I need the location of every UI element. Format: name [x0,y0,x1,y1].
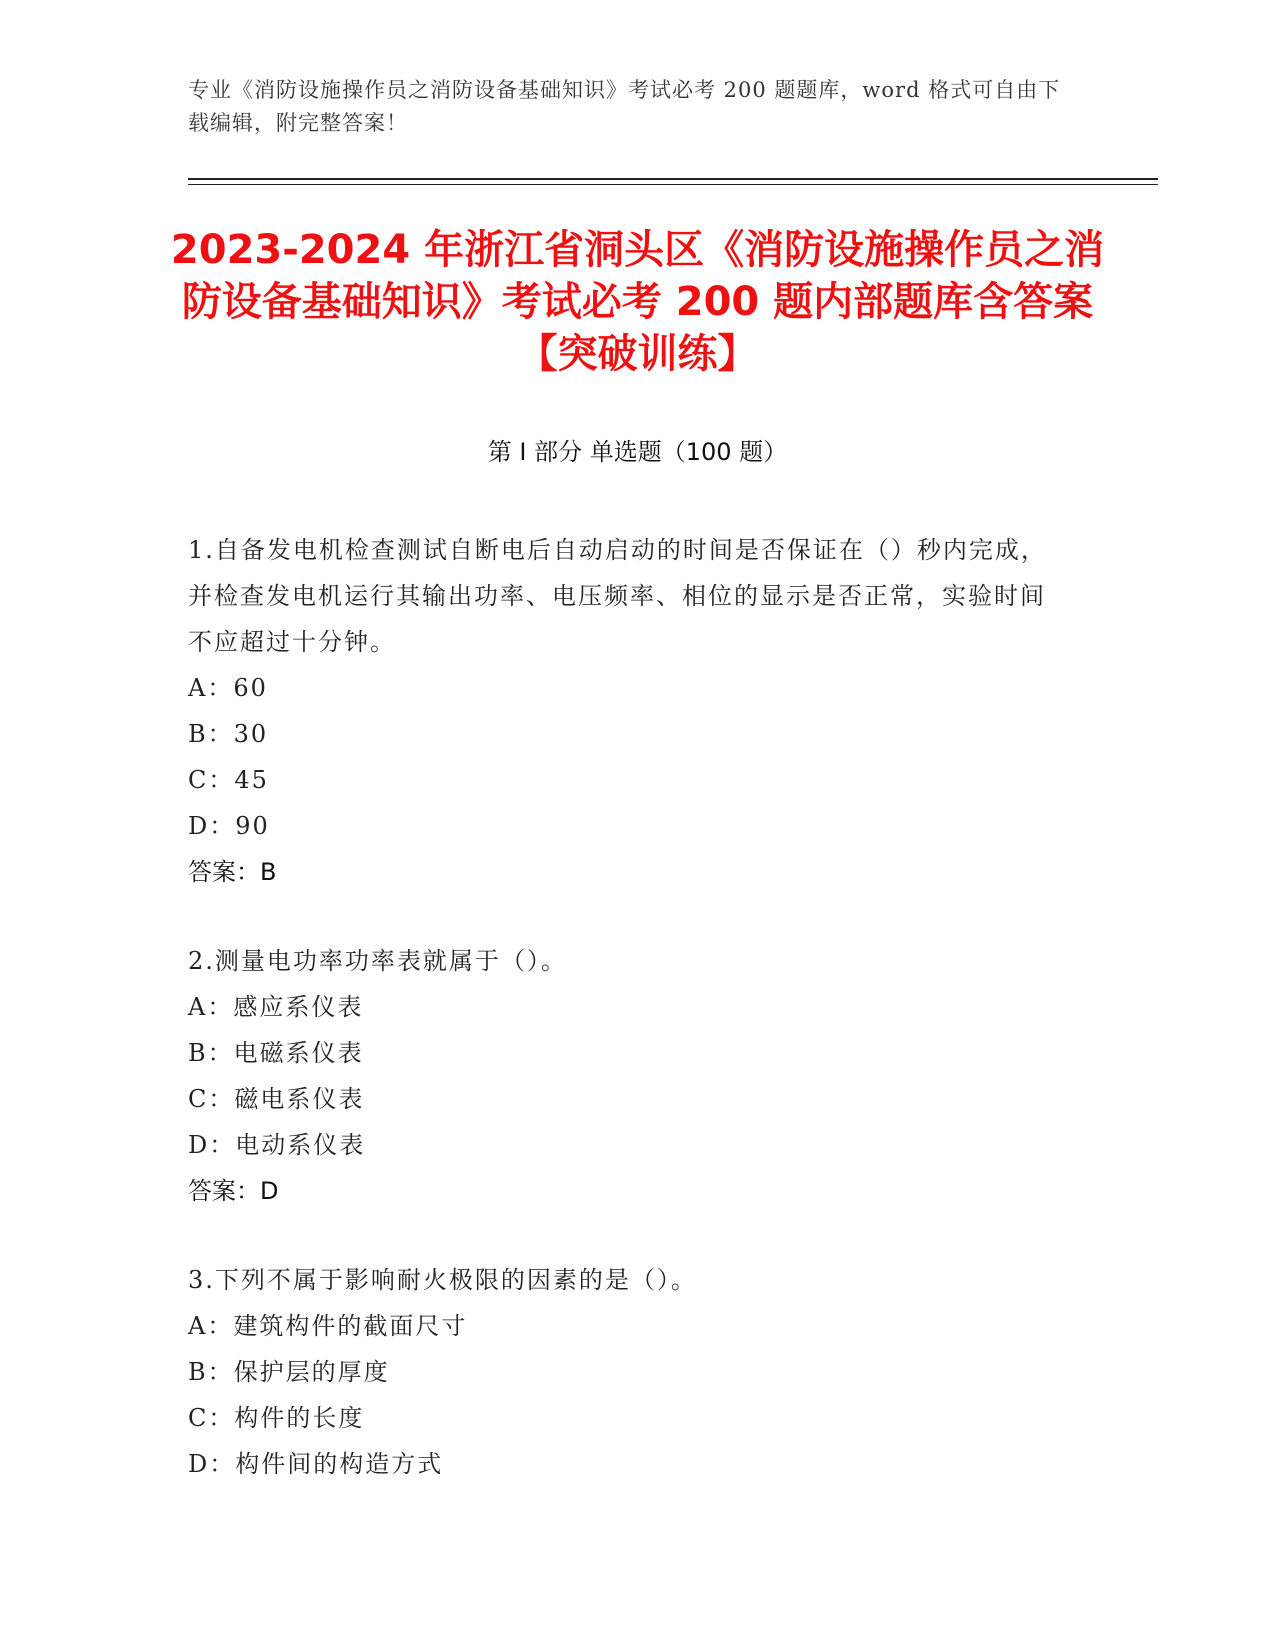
question-stem: 3.下列不属于影响耐火极限的因素的是（）。 [188,1266,697,1294]
question-2 [188,938,1068,1214]
question-1 [188,527,1068,895]
document-title: 2023-2024 年浙江省洞头区《消防设施操作员之消防设备基础知识》考试必考 200 题内部题库含答案【突破训练】 [170,227,1105,377]
option-b: B：保护层的厚度 [188,1358,390,1386]
question-stem: 2.测量电功率功率表就属于（）。 [188,947,567,975]
question-list [188,527,1068,1530]
option-d: D：90 [188,812,270,840]
option-d: D：电动系仪表 [188,1131,366,1159]
header-divider-thick [188,178,1158,180]
option-a: A：建筑构件的截面尺寸 [188,1312,468,1340]
option-c: C：构件的长度 [188,1404,365,1432]
option-c: C：45 [188,766,269,794]
option-b: B：30 [188,720,269,748]
option-a: A：感应系仪表 [188,993,364,1021]
option-b: B：电磁系仪表 [188,1039,364,1067]
question-stem: 1.自备发电机检查测试自断电后自动启动的时间是否保证在（）秒内完成，并检查发电机运行其输出功率、电压频率、相位的显示是否正常，实验时间不应超过十分钟。 [188,536,1047,656]
section-heading: 第 I 部分 单选题（100 题） [487,438,788,466]
header-divider-thin [188,184,1158,185]
question-3 [188,1257,1068,1487]
header-note: 专业《消防设施操作员之消防设备基础知识》考试必考 200 题题库，word 格式可自由下载编辑，附完整答案！ [188,78,1061,135]
option-c: C：磁电系仪表 [188,1085,365,1113]
answer-line: 答案：B [188,858,277,886]
answer-line: 答案：D [188,1177,279,1205]
option-d: D：构件间的构造方式 [188,1450,444,1478]
option-a: A：60 [188,674,268,702]
